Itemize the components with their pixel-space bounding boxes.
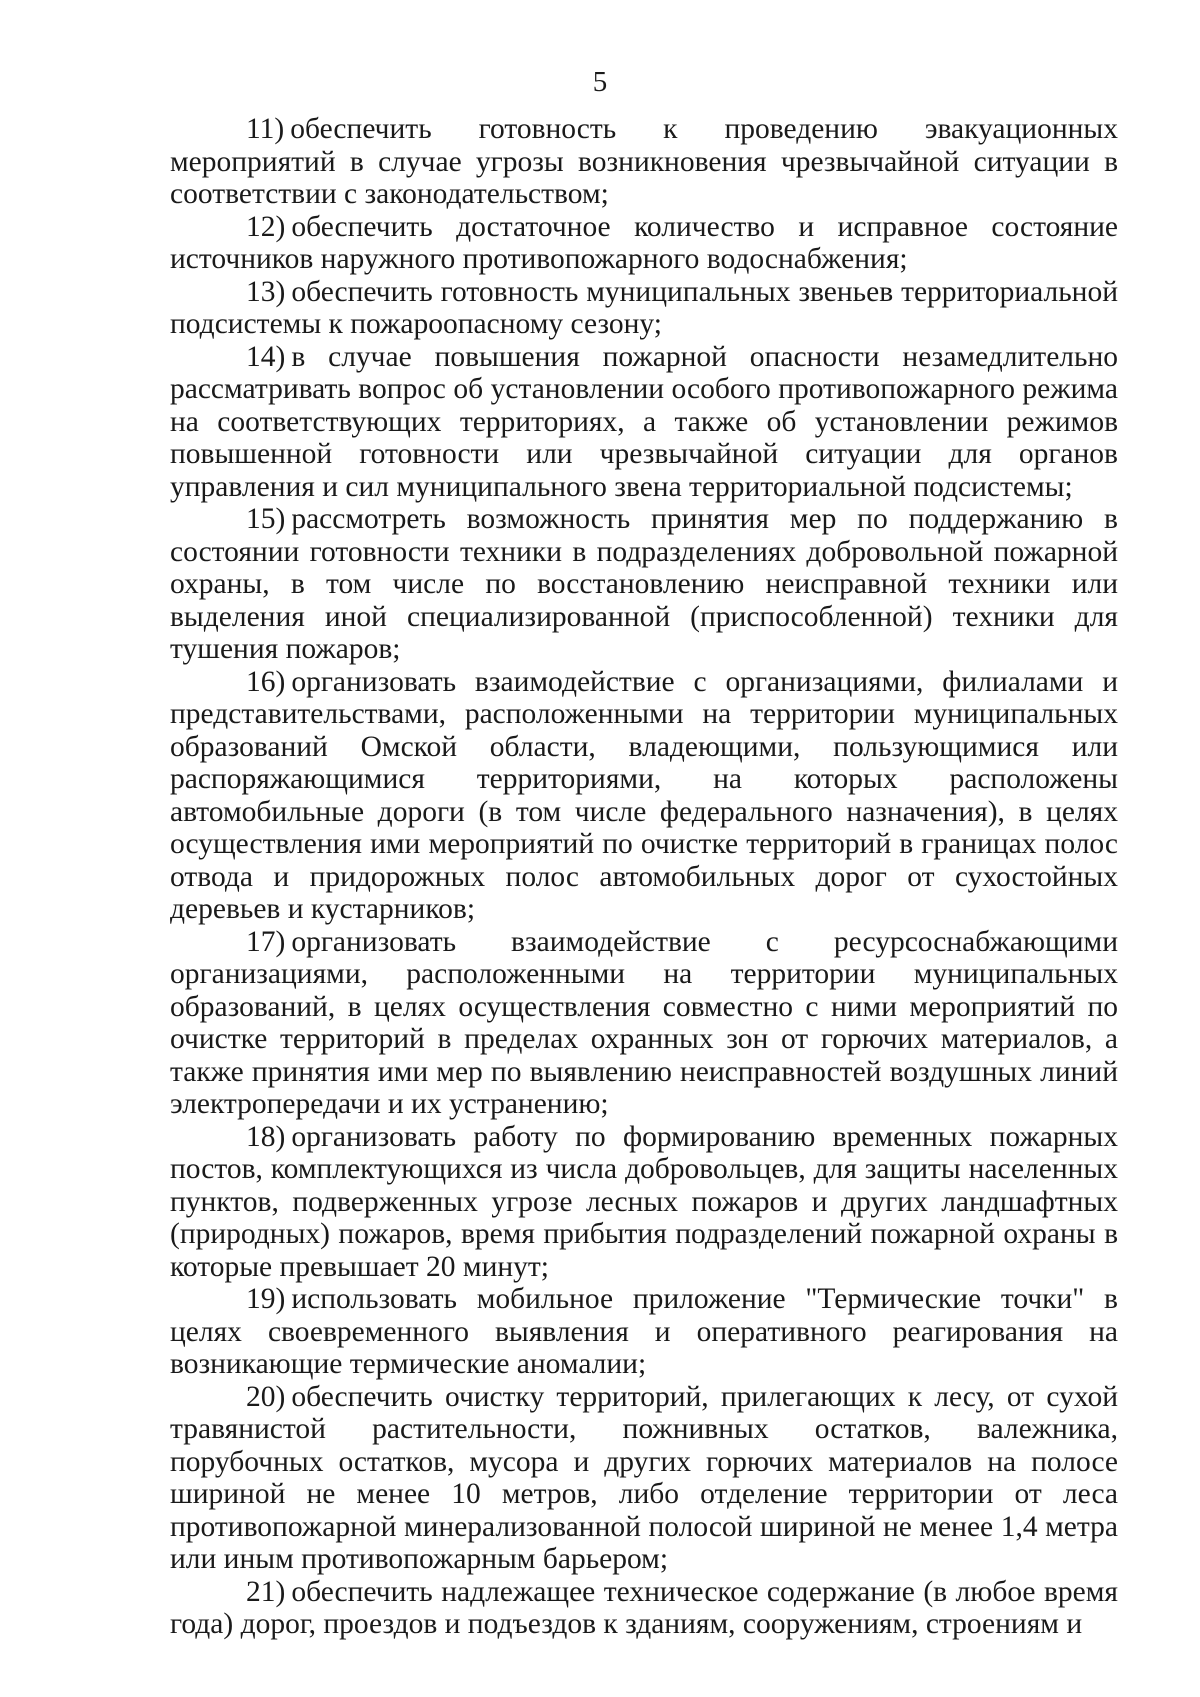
item-text: рассмотреть возможность принятия мер по поддержанию в состоянии готовности техники в подразделениях добровольной пожарной охраны, в том числе по восстановлению неисправной техники или выделения иной специализированной (приспособленной) техники для тушения пожаров; bbox=[170, 503, 1118, 665]
page-number: 5 bbox=[592, 66, 608, 98]
item-number: 14) bbox=[246, 340, 286, 373]
item-text: обеспечить готовность муниципальных звеньев территориальной подсистемы к пожароопасному сезону; bbox=[170, 275, 1118, 340]
item-text: обеспечить очистку территорий, прилегающих к лесу, от сухой травянистой растительности, пожнивных остатков, валежника, порубочных остатков, мусора и других горючих материалов на полосе шириной не менее 10 метров, либо отделение территории от леса противопожарной минерализованной полосой шириной не менее 1,4 метра или иным противопожарным барьером; bbox=[170, 1380, 1118, 1575]
item-text: обеспечить достаточное количество и исправное состояние источников наружного противопожарного водоснабжения; bbox=[170, 210, 1118, 275]
list-item bbox=[170, 113, 1118, 211]
item-text: обеспечить надлежащее техническое содержание (в любое время года) дорог, проездов и подъездов к зданиям, сооружениям, строениям и bbox=[170, 1575, 1118, 1640]
item-number: 15) bbox=[246, 503, 286, 535]
item-number: 13) bbox=[246, 275, 286, 308]
item-text: в случае повышения пожарной опасности незамедлительно рассматривать вопрос об установлении особого противопожарного режима на соответствующих территориях, а также об установлении режимов повышенной готовности или чрезвычайной ситуации для органов управления и сил муниципального звена территориальной подсистемы; bbox=[170, 340, 1118, 503]
item-text: организовать взаимодействие с ресурсоснабжающими организациями, расположенными на территории муниципальных образований, в целях осуществления совместно с ними мероприятий по очистке территорий в пределах охранных зон от горючих материалов, а также принятия ими мер по выявлению неисправностей воздушных линий электропередачи и их устранению; bbox=[170, 925, 1118, 1120]
item-number: 20) bbox=[246, 1380, 286, 1413]
list-item bbox=[170, 1283, 1118, 1381]
list-item bbox=[170, 666, 1118, 926]
list-item bbox=[170, 926, 1118, 1121]
item-number: 12) bbox=[246, 210, 286, 243]
item-text: организовать работу по формированию временных пожарных постов, комплектующихся из числа добровольцев, для защиты населенных пунктов, подверженных угрозе лесных пожаров и других ландшафтных (природных) пожаров, время прибытия подразделений пожарной охраны в которые превышает 20 минут; bbox=[170, 1120, 1118, 1283]
list-item bbox=[170, 503, 1118, 666]
item-text: обеспечить готовность к проведению эвакуационных мероприятий в случае угрозы возникновения чрезвычайной ситуации в соответствии с законодательством; bbox=[170, 113, 1118, 210]
list-item bbox=[170, 1576, 1118, 1641]
item-text: организовать взаимодействие с организациями, филиалами и представительствами, расположенными на территории муниципальных образований Омской области, владеющими, пользующимися или распоряжающимися территориями, на которых расположены автомобильные дороги (в том числе федерального назначения), в целях осуществления ими мероприятий по очистке территорий в границах полос отвода и придорожных полос автомобильных дорог от сухостойных деревьев и кустарников; bbox=[170, 665, 1118, 925]
item-number: 17) bbox=[246, 925, 286, 958]
list-item bbox=[170, 1381, 1118, 1576]
list-item bbox=[170, 276, 1118, 341]
list-item bbox=[170, 341, 1118, 504]
item-text: использовать мобильное приложение "Термические точки" в целях своевременного выявления и оперативного реагирования на возникающие термические аномалии; bbox=[170, 1283, 1118, 1380]
item-number: 16) bbox=[246, 665, 286, 698]
item-number: 18) bbox=[246, 1120, 286, 1153]
list-item bbox=[170, 1121, 1118, 1284]
document-body bbox=[170, 113, 1118, 1641]
item-number: 21) bbox=[246, 1575, 286, 1608]
item-number: 19) bbox=[246, 1283, 286, 1315]
list-item bbox=[170, 211, 1118, 276]
item-number: 11) bbox=[246, 113, 285, 145]
